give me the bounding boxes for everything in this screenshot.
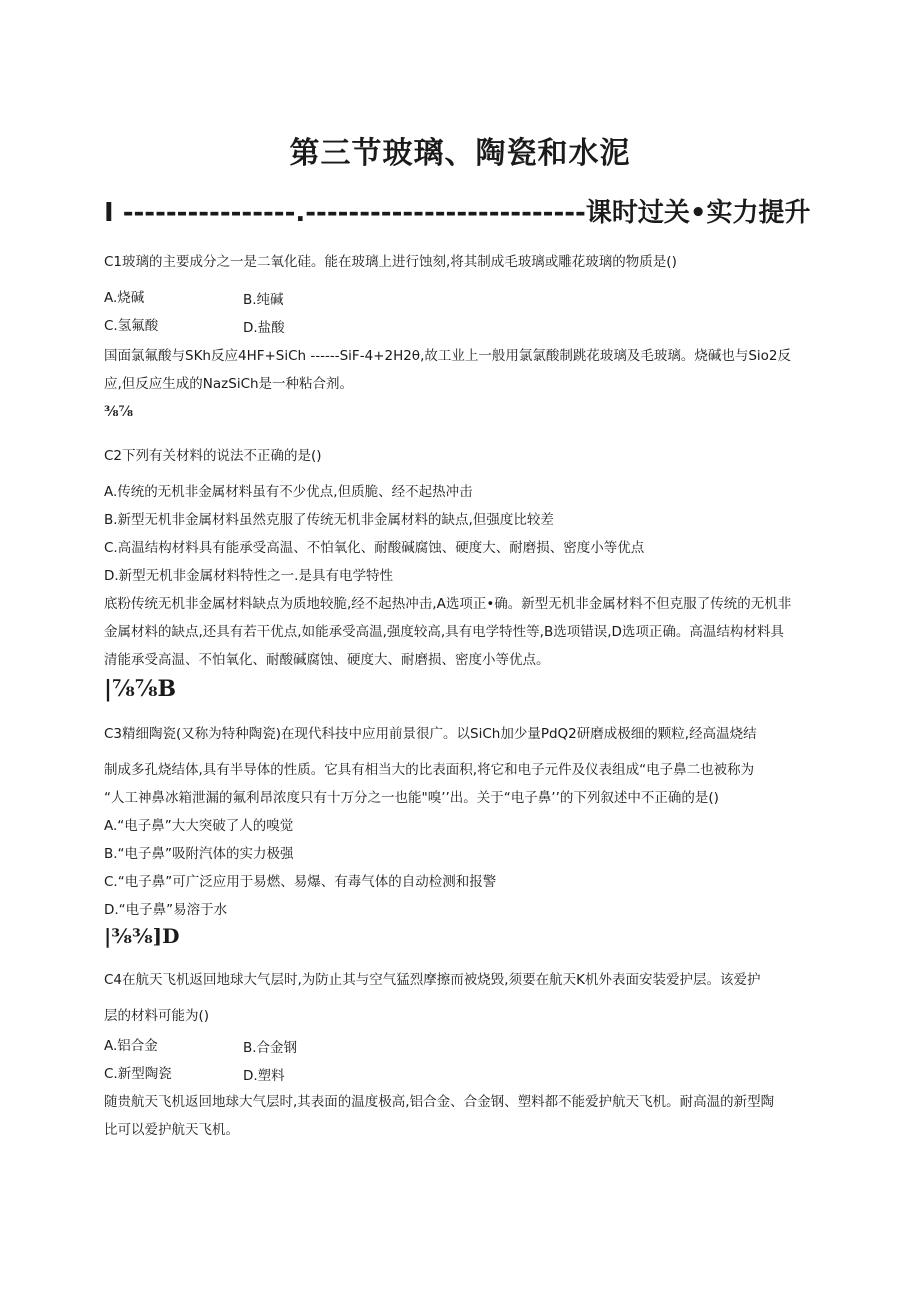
q4-stem-line-2: 层的材料可能为() [104,1008,210,1024]
q2-explanation-line-2: 金属材料的缺点,还具有若干优点,如能承受高温,强度较高,具有电学特性等,B选项错误,D选项正确。高温结构材料具 [104,624,784,640]
section-header: I ----------------.--------------------------课时过关•实力提升 [104,198,811,228]
q3-option-a: A.“电子鼻”大大突破了人的嗅觉 [104,818,294,834]
q3-option-c: C.“电子鼻”可广泛应用于易燃、易爆、有毒气体的自动检测和报警 [104,874,497,890]
q3-stem-line-3: “人工神鼻冰箱泄漏的氟利昂浓度只有十万分之一也能"嗅’’出。关于“电子鼻’’的下列叙述中不正确的是() [104,790,719,806]
q3-answer: |⅜⅜]D [104,924,180,948]
q4-stem-line-1: C4在航天飞机返回地球大气层时,为防止其与空气猛烈摩擦而被烧毁,须要在航天K机外表面安装爱护层。该爱护 [104,972,761,988]
q2-option-b: B.新型无机非金属材料虽然克服了传统无机非金属材料的缺点,但强度比较差 [104,512,554,528]
q1-option-b: B.纯碱 [243,292,284,308]
q2-option-a: A.传统的无机非金属材料虽有不少优点,但质脆、经不起热冲击 [104,484,473,500]
page-title: 第三节玻璃、陶瓷和水泥 [289,136,631,171]
q2-option-d: D.新型无机非金属材料特性之一.是具有电学特性 [104,568,393,584]
q3-stem-line-1: C3精细陶瓷(又称为特种陶瓷)在现代科技中应用前景很广。以SiCh加少量PdQ2研磨成极细的颗粒,经高温烧结 [104,726,757,742]
q2-stem: C2下列有关材料的说法不正确的是() [104,448,322,464]
q1-answer: ⅜⅞ [104,404,133,420]
q4-explanation-line-1: 随贵航天飞机返回地球大气层时,其表面的温度极高,铝合金、合金钢、塑料都不能爱护航天飞机。耐高温的新型陶 [104,1094,775,1110]
q1-stem: C1玻璃的主要成分之一是二氧化硅。能在玻璃上进行蚀刻,将其制成毛玻璃或雕花玻璃的物质是() [104,254,677,270]
q2-explanation-line-1: 底粉传统无机非金属材料缺点为质地较脆,经不起热冲击,A选项正•确。新型无机非金属材料不但克服了传统的无机非 [104,596,792,612]
q3-stem-line-2: 制成多孔烧结体,具有半导体的性质。它具有相当大的比表面积,将它和电子元件及仪表组成“电子鼻二也被称为 [104,762,755,778]
q1-explanation-line-2: 应,但反应生成的NazSiCh是一种粘合剂。 [104,376,354,392]
q4-option-b: B.合金钢 [243,1040,298,1056]
q2-answer: |⅞⅞B [104,676,177,702]
q2-explanation-line-3: 清能承受高温、不怕氧化、耐酸碱腐蚀、硬度大、耐磨损、密度小等优点。 [104,652,550,668]
q2-option-c: C.高温结构材料具有能承受高温、不怕氧化、耐酸碱腐蚀、硬度大、耐磨损、密度小等优点 [104,540,645,556]
q4-explanation-line-2: 比可以爱护航天飞机。 [104,1122,239,1138]
q3-option-b: B.“电子鼻”吸附汽体的实力极强 [104,846,294,862]
q1-option-c: C.氢氟酸 [104,318,159,334]
q3-option-d: D.“电子鼻”易溶于水 [104,902,228,918]
q4-option-a: A.铝合金 [104,1038,158,1054]
q1-option-d: D.盐酸 [243,320,285,336]
q1-option-a: A.烧碱 [104,290,145,306]
q4-option-c: C.新型陶瓷 [104,1066,172,1082]
q4-option-d: D.塑料 [243,1068,285,1084]
q1-explanation-line-1: 国面氯氟酸与SKh反应4HF+SiCh ------SiF-4+2H2θ,故工业上一般用氯氯酸制跳花玻璃及毛玻璃。烧碱也与Sio2反 [104,348,792,364]
